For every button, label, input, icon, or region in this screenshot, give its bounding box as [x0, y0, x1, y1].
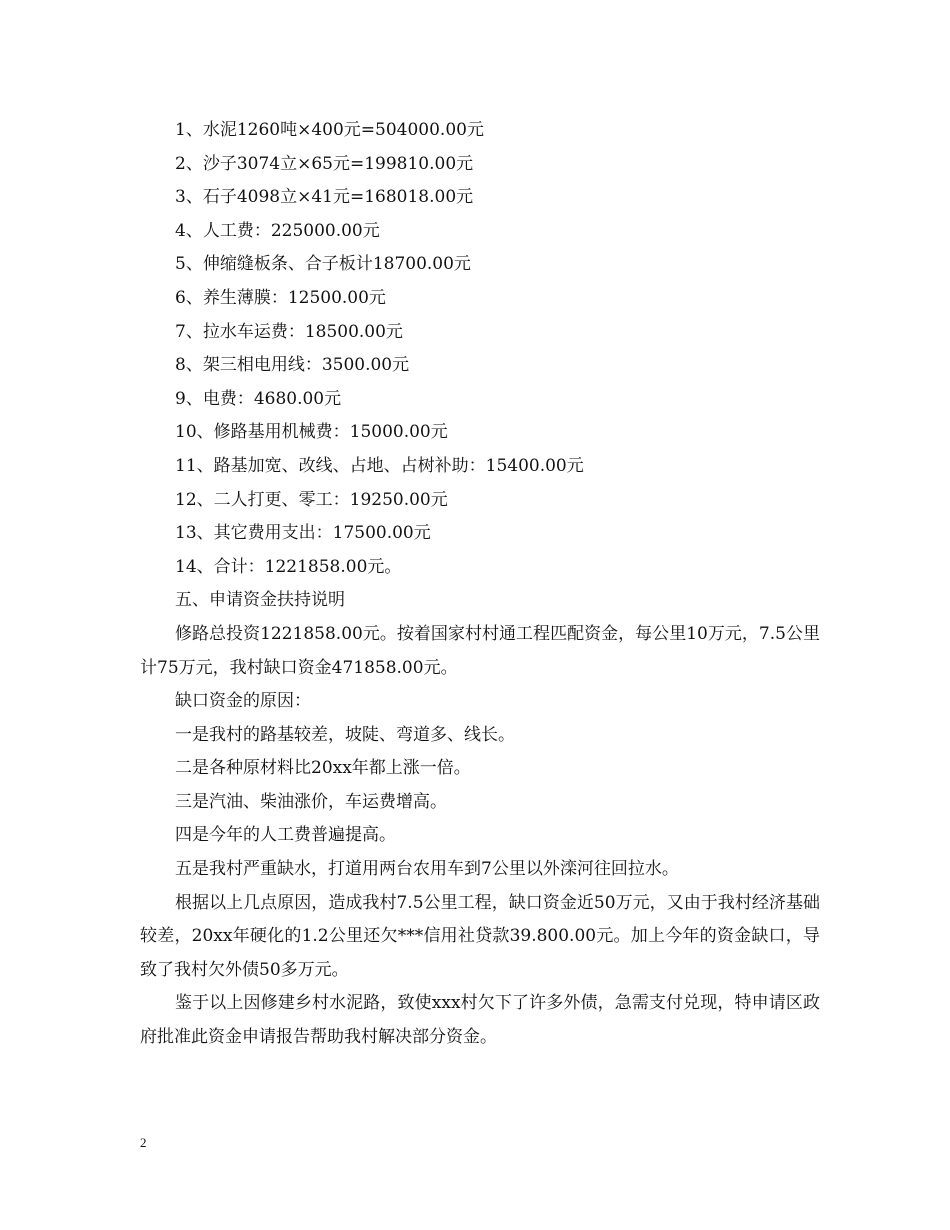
- page-number: 2: [140, 1135, 147, 1150]
- reason-item: 四是今年的人工费普遍提高。: [175, 825, 396, 846]
- cost-item-water-truck: 7、拉水车运费：18500.00元: [175, 321, 403, 342]
- cost-item-electricity: 9、电费：4680.00元: [175, 388, 342, 409]
- cost-item-total: 14、合计：1221858.00元。: [175, 556, 402, 577]
- cost-item-labor: 4、人工费：225000.00元: [175, 220, 380, 241]
- paragraph-summary: 根据以上几点原因，造成我村7.5公里工程，缺口资金近50万元，又由于我村经济基础较差，20xx年硬化的1.2公里还欠***信用社贷款39.800.00元。加上今年的资金缺口，导致了我村欠外债50多万元。: [140, 892, 820, 980]
- cost-item-watchmen: 12、二人打更、零工：19250.00元: [175, 489, 448, 510]
- reasons-heading: 缺口资金的原因：: [175, 691, 311, 712]
- cost-item-machinery: 10、修路基用机械费：15000.00元: [175, 422, 448, 443]
- cost-item-other: 13、其它费用支出：17500.00元: [175, 523, 431, 544]
- cost-item-curing-film: 6、养生薄膜：12500.00元: [175, 287, 386, 308]
- cost-item-sand: 2、沙子3074立×65元=199810.00元: [175, 153, 474, 174]
- section-heading: 五、申请资金扶持说明: [175, 590, 345, 611]
- reason-item: 一是我村的路基较差，坡陡、弯道多、线长。: [175, 724, 515, 745]
- reason-item: 三是汽油、柴油涨价，车运费增高。: [175, 791, 447, 812]
- cost-item-joint-boards: 5、伸缩缝板条、合子板计18700.00元: [175, 254, 471, 275]
- cost-item-compensation: 11、路基加宽、改线、占地、占树补助：15400.00元: [175, 455, 584, 476]
- cost-item-power-line: 8、架三相电用线：3500.00元: [175, 355, 410, 376]
- reason-item: 二是各种原材料比20xx年都上涨一倍。: [175, 758, 471, 779]
- cost-item-gravel: 3、石子4098立×41元=168018.00元: [175, 187, 474, 208]
- document-body: [140, 114, 820, 1055]
- paragraph-investment: 修路总投资1221858.00元。按着国家村村通工程匹配资金，每公里10万元，7.5公里计75万元，我村缺口资金471858.00元。: [140, 623, 820, 678]
- paragraph-request: 鉴于以上因修建乡村水泥路，致使xxx村欠下了许多外债，急需支付兑现，特申请区政府批准此资金申请报告帮助我村解决部分资金。: [140, 993, 820, 1048]
- reason-item: 五是我村严重缺水，打道用两台农用车到7公里以外滦河往回拉水。: [175, 859, 679, 880]
- cost-item-cement: 1、水泥1260吨×400元=504000.00元: [175, 120, 484, 140]
